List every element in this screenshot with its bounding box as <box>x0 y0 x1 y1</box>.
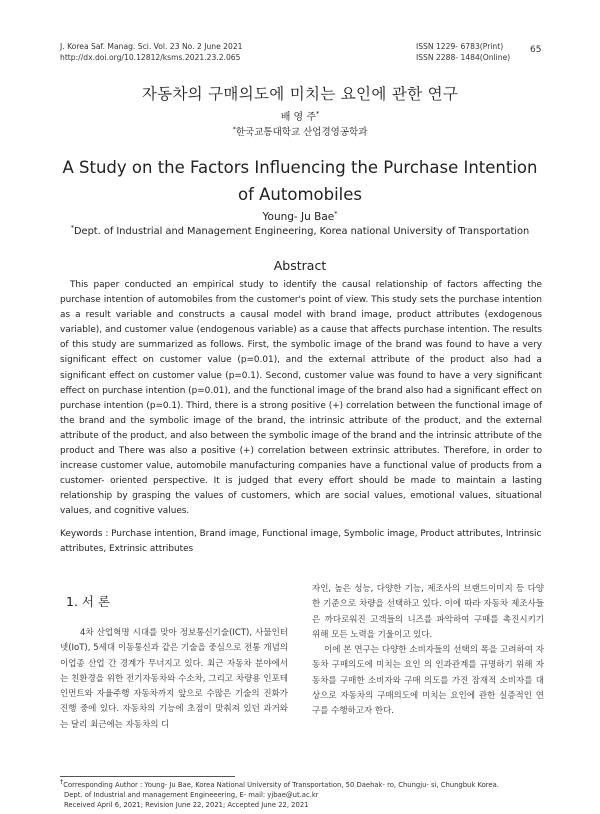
english-author-name: Young- Ju Bae <box>262 211 335 223</box>
korean-author <box>0 108 600 123</box>
english-affiliation-text: Dept. of Industrial and Management Engineering, Korea national University of Transportation <box>74 226 530 237</box>
keywords <box>60 527 542 557</box>
footnote-line-3: Received April 6, 2021; Revision June 22, 2021; Accepted June 22, 2021 <box>64 801 309 809</box>
footnote-mark: † <box>60 777 64 786</box>
english-author-mark: * <box>334 209 338 218</box>
keywords-text: Purchase intention, Brand image, Functional image, Symbolic image, Product attributes, Intrinsic attributes, Extrinsic attributes <box>60 529 542 554</box>
english-title <box>0 154 600 208</box>
korean-affiliation-mark: * <box>232 124 236 133</box>
doi-link[interactable]: http://dx.doi.org/10.12812/ksms.2021.23.2.065 <box>60 52 241 62</box>
issn-print: ISSN 1229- 6783(Print) <box>416 42 504 51</box>
korean-author-name: 배 영 주 <box>280 112 317 123</box>
english-affiliation <box>0 223 600 237</box>
footnote-divider <box>60 776 235 777</box>
keywords-label: Keywords : <box>60 529 112 539</box>
introduction-paragraph-2: 이에 본 연구는 다양한 소비자들의 선택의 폭을 고려하여 자동차 구매의도에 미치는 요인 의 인과관계를 규명하기 위해 자동차를 구매한 소비자와 구매 의도를 가진 잠재적 소비자를 대상으로 자동차의 구매의도에 미치는 요인에 관한 실증적인 연구를 수행하고자 한다. <box>312 645 544 717</box>
footnote-line-1 <box>60 777 550 790</box>
abstract-heading: Abstract <box>273 258 327 273</box>
korean-affiliation-text: 한국교통대학교 산업경영공학과 <box>235 127 368 138</box>
korean-author-mark: * <box>316 109 320 118</box>
abstract-body: This paper conducted an empirical study to identify the causal relationship of factors affecting the purchase intention of automobiles from the customer's point of view. This study sets the purchase intention as a result variable and constructs a causal model with brand image, product attributes (exdogenous variable), and customer value (endogenous variable) as a cause that affects purchase intention. The results of this study are summarized as follows. First, the symbolic image of the brand was found to have a very significant effect on customer value (p=0.01), and the external attribute of the product also had a significant effect on customer value (p=0.1). Second, customer value was found to have a very significant effect on purchase intention (p=0.01), and the functional image of the brand also had a significant effect on purchase intention (p=0.1). Third, there is a strong positive (+) correlation between the functional image of the brand and the symbolic image of the brand, the intrinsic attribute of the product, and the external attribute of the product, and also between the symbolic image of the brand and the intrinsic attribute of the product and There was also a positive (+) correlation between extrinsic attributes. Therefore, in order to increase customer value, automobile manufacturing companies have a functional value of products from a customer- oriented perspective. It is judged that every effort should be made to maintain a lasting relationship by grasping the values of customers, which are social values, emotional values, situational values, and cognitive values. <box>60 280 542 517</box>
journal-citation: J. Korea Saf. Manag. Sci. Vol. 23 No. 2 June 2021 <box>60 42 243 51</box>
page-number: 65 <box>530 45 542 55</box>
english-title-line1: A Study on the Factors Influencing the Purchase Intention <box>62 158 538 177</box>
footnote-line-2: Dept. of Industrial and management Engineeering, E- mail: yjbae@ut.ac.kr <box>64 791 319 799</box>
running-header-right <box>416 42 510 63</box>
introduction-left-column: 4차 산업혁명 시대를 맞아 정보통신기술(ICT), 사물인터넷(IoT), 5세대 이동통신과 같은 기술을 중심으로 전통 개념의 이업종 산업 간 경계가 무너지고 있다. 최근 자동차 분야에서는 친환경을 위한 전기자동차와 수소차, 그리고 차량용 인포테인먼트와 자율주행 자동차까지 앞으로 수많은 기술의 진화가 진행 중에 있다. 자동차의 기능에 초점이 맞춰져 있던 과거와는 달리 최근에는 자동차의 디 <box>60 628 288 730</box>
section-heading-introduction: 1. 서 론 <box>66 594 111 609</box>
footnote <box>60 777 550 810</box>
introduction-right-column <box>312 582 544 720</box>
running-header-left <box>60 42 243 63</box>
introduction-paragraph-continued: 자인, 높은 성능, 다양한 기능, 제조사의 브랜드이미지 등 다양한 기준으로 차량을 선택하고 있다. 이에 따라 자동차 제조사들은 까다로워진 고객들의 니즈를 파악하여 구매를 촉진시키기 위해 모든 노력을 기울이고 있다. <box>312 584 544 640</box>
english-affiliation-mark: * <box>70 223 74 232</box>
issn-online: ISSN 2288- 1484(Online) <box>416 52 511 62</box>
korean-affiliation <box>0 124 600 138</box>
english-author <box>0 211 600 223</box>
korean-title: 자동차의 구매의도에 미치는 요인에 관한 연구 <box>141 85 459 103</box>
footnote-corresponding-author: Corresponding Author : Young- Ju Bae, Korea National University of Transportation, 50 Daehak- ro, Chungju- si, Chungbuk Korea. <box>63 781 499 789</box>
english-title-line2: of Automobiles <box>237 185 363 204</box>
